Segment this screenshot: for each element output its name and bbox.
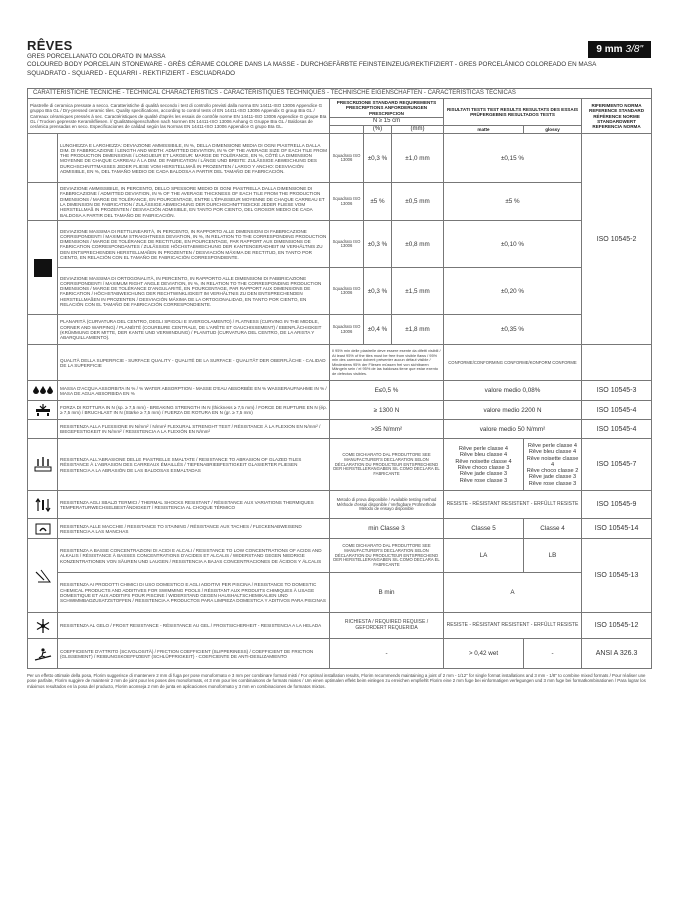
bending-req: >35 N/mm²	[330, 420, 444, 439]
flatness-result: ±0,35 %	[444, 315, 582, 345]
range-label: N ≥ 15 cm	[330, 117, 444, 125]
ref-dimensional: ISO 10545-2	[582, 134, 652, 345]
water-ref: ISO 10545-3	[582, 381, 652, 401]
friction-req: -	[330, 639, 444, 669]
frost-result: RESISTE - RÉSISTANT RESISTENT - ERFÜLLT RESISTE	[444, 613, 582, 639]
abrasion-desc: RESISTENZA ALL'ABRASIONE DELLE PIASTRELLE SMALTATE / RESISTANCE TO ABRASION OF GLAZED TILES RÉSISTANCE À L'ABRASION DES CARREAUX ÉMAILLÉS / TIEFENABRIEBFESTIGKEIT GLASIERTER FLIESEN RESISTENCIA A LA ABRASIÓN DE LAS BALDOSAS ESMALTADAS	[58, 439, 330, 491]
stains-ref: ISO 10545-14	[582, 519, 652, 539]
col-prescriptions: PRESCRIZIONE STANDARD REQUIREMENTS PRESCRIPTIONS ANFORDERUNGEN PRESCRIPCION	[330, 99, 444, 118]
method-label: Squadrato ISO 13006	[330, 221, 364, 268]
thickness-mm: ±0,5 mm	[392, 183, 444, 221]
abrasion-glossy-item: Rêve noisette classe 4	[526, 455, 579, 468]
frost-req: RICHIESTA / REQUIRED REQUISE / GEFORDERT REQUERIDA	[330, 613, 444, 639]
acids-ref: ISO 10545-13	[582, 539, 652, 613]
straight-mm: ±0,8 mm	[392, 221, 444, 268]
abrasion-glossy-item: Rêve choco classe 2	[526, 468, 579, 475]
straight-result: ±0,10 %	[444, 221, 582, 268]
bending-ref: ISO 10545-4	[582, 420, 652, 439]
thickness-desc: DEVIAZIONE AMMISSIBILE, IN PERCENTO, DELLO SPESSORE MEDIO DI OGNI PIASTRELLA DALLA DIMENSIONE DI FABBRICAZIONE / ADMITTED DEVIATION, IN % OF THE AVERAGE THICKNESS OF EACH TILE FROM THE PRODUCTION DIMENSIONS / MARGE DE TOLÉRANCE, EN POURCENTAGE, ENTRE L'ÉPAISSEUR MOYENNE DE CHAQUE CARREAU ET LA DIMENSION DE FABRICATION / ZULÄSSIGE ABWEICHUNG DER DURCHSCHNITTSDICKE JEDER FLIESE VOM HERSTELLMAß IN PROZENTEN / DESVIACIÓN ADMISIBLE, EN TANTO POR CIENTO, DEL GROSOR MEDIO DE CADA BALDOSA A PARTIR DEL TAMAÑO DE FABRICACIÓN.	[58, 183, 330, 221]
friction-ref: ANSI A 326.3	[582, 639, 652, 669]
abrasion-glossy-item: Rêve bleu classe 4	[528, 449, 577, 456]
glossy-header: glossy	[524, 126, 582, 134]
water-req: E≤0,5 %	[330, 381, 444, 401]
thermal-req: Metodo di prova disponibile / Available testing method Méthode d'essai disponible / Verfügbare Prüfmethode Método de ensayo disponible	[330, 491, 444, 519]
thermal-result: RESISTE - RÉSISTANT RESISTENT - ERFÜLLT RESISTE	[444, 491, 582, 519]
pct-header: (%)	[364, 126, 392, 134]
abrasion-matte	[444, 439, 524, 491]
abrasion-glossy	[524, 439, 582, 491]
abrasion-matte-item: Rêve choco classe 3	[457, 464, 510, 471]
breaking-ref: ISO 10545-4	[582, 401, 652, 420]
surface-requirement: Il 95% min delle piastrelle deve essere esente da difetti visibili / At least 95% of the tiles must be free from visible flaws / 95% min des carreaux doivent présenter aucun défaut visible / Mindestens 95% der Fliesen müssen frei von sichtbaren Mängeln sein / el 95% de las baldosas tiene que estar exento de defectos visibles.	[330, 345, 444, 381]
square-result: ±0,20 %	[444, 268, 582, 315]
friction-glossy: -	[524, 639, 582, 669]
friction-matte: > 0,42 wet	[444, 639, 524, 669]
chemicals-result: A	[444, 573, 582, 613]
breaking-req: ≥ 1300 N	[330, 401, 444, 420]
straight-desc: DEVIAZIONE MASSIMA DI RETTILINEARITÀ, IN PERCENTO, IN RAPPORTO ALLE DIMENSIONI DI FABBRICAZIONE CORRISPONDENTI / MAXIMUM STRAIGHTNESS DEVIATION, IN %, IN RELATION TO THE CORRESPONDING PRODUCTION DIMENSIONS / MARGE DE TOLÉRANCE DE RECTITUDE, EN POURCENTAGE, PAR RAPPORT AUX DIMENSIONS DE FABRICATION CORRESPONDANTES / ZULÄSSIGE HÖCHSTABWEICHUNG DER KANTENGERADHEIT IM VERHÄLTNIS ZU DEN ENTSPRECHENDEN HERSTELLMAßEN IN PROZENTEN / DESVIACIÓN MÁXIMA DE RECTITUD, EN TANTO POR CIENTO, EN RELACIÓN CON EL TAMAÑO DE FABRICACIÓN CORRESPONDIENTE.	[58, 221, 330, 268]
surface-result: CONFORME/CONFORMING CONFORME/KONFORM CONFORME	[444, 345, 582, 381]
abrasion-glossy-item: Rêve perle classe 4	[527, 442, 578, 449]
stains-req: min Classe 3	[330, 519, 444, 539]
snowflake-icon	[28, 613, 58, 639]
intro-text: Piastrelle di ceramica pressate a secco. Caratteristiche di qualità secondo i test di controllo previsti dalla norma EN 14411-ISO 13006 Appendice G gruppo BIa GL / Dry-pressed ceramic tiles. Quality specifications, according to control tests of EN 14411-ISO 13006 Appendix G group BIa GL / Carreaux céramiques pressés à sec. Caractéristiques de qualité d'après les essais de contrôle norme EN 14411-ISO 13006 Appendice G groupe BIa GL / Trocken gepresste Keramikfliesen. // Qualitätseigenschaften nach Normen EN 14411-ISO 13006 Anhang G Gruppe BIa GL / Baldosas de cerámica prensadas en seco. Especificaciones de calidad según las Normas EN 14411-ISO 13006 Appendice G grupo BIa GL.	[28, 99, 330, 134]
friction-icon	[28, 639, 58, 669]
chemicals-desc: RESISTENZA AI PRODOTTI CHIMICI DI USO DOMESTICO E AGLI ADDITIVI PER PISCINA / RESISTANCE TO DOMESTIC CHEMICAL PRODUCTS AND ADDITIVES FOR SWIMMING POOLS / RÉSISTANT AUX PRODUITS CHIMIQUES À USAGE DOMESTIQUE ET AUX ADDITIFS POUR PISCINE / WIDERSTAND GEGEN HAUSHALTSCHEMIKALIEN UND SCHWIMMBADZUSATZSTOFFEN / RESISTENCIA A PRODUCTOS PARA LIMPIEZA DOMESTICA Y ADITIVOS PARA PISCINAS	[58, 573, 330, 613]
thermal-icon	[28, 491, 58, 519]
stain-icon	[28, 519, 58, 539]
flatness-desc: PLANARITÀ (CURVATURA DEL CENTRO, DEGLI SPIGOLI E SVERGOLAMENTO) / FLATNESS (CURVING IN THE MIDDLE, CORNER AND WARPING) / PLANÉITÉ (COURBURE CENTRALE, DE L'ARÊTE ET GAUCHISSEMENT) / EBENFLÄCHIGKEIT (KRÜMMUNG DER MITTE, DER KANTE UND VERWINDUNG) / PLANITUD (CURVATURA DEL CENTRO, DE LA ARISTA Y ABARQUILLAMIENTO).	[58, 315, 330, 345]
subtitle-line-2: COLOURED BODY PORCELAIN STONEWARE - GRÈS CÉRAME COLORE DANS LA MASSE - DURCHGEFÄRBTE FEINSTEINZEUG/REKTIFIZIERT - GRES PORCELÁNICO COLOREADO EN MASA	[27, 61, 597, 69]
flatness-pct: ±0,4 %	[364, 315, 392, 345]
length-desc: LUNGHEZZA E LARGHEZZA: DEVIAZIONE AMMISSIBILE, IN %, DELLA DIMENSIONE MEDIA DI OGNI PIASTRELLA DALLA DIM. DI FABBRICAZIONE / LENGTH AND WIDTH: ADMITTED DEVIATION, IN % OF THE AVERAGE SIZE OF EACH TILE FROM THE PRODUCTION DIMENSIONS / LONGUEUR ET LARGEUR: MARGE DE TOLÉRANCE, EN %, CÔTÉ LA DIMENSION MOYENNE DE CHAQUE CARREAU À LA DIM. DE FABRICATION / LÄNGE UND BREITE: ZULÄSSIGE ABWEICHUNG DES DURCHSCHNITTMASSES JEDER FLIESE VOM HERSTELLMAß IN PROZENTEN / LARGO Y ANCHO: DESVIACIÓN ADMISIBLE, EN %, DEL TAMAÑO MEDIO DE CADA BALDOSA A PARTIR DEL TAMAÑO DE FABRICACIÓN.	[58, 134, 330, 183]
surface-desc: QUALITÀ DELLA SUPERFICIE - SURFACE QUALITY - QUALITÉ DE LA SURFACE - QUALITÄT DER OBERFLÄCHE - CALIDAD DE LA SUPERFICIE	[58, 345, 330, 381]
col-results: RISULTATI TESTS TEST RESULTS RESULTATS DES ESSAIS PRÜFERGEBNIS RESULTADOS TESTS	[444, 99, 582, 126]
square-tile-icon	[28, 221, 58, 315]
square-desc: DEVIAZIONE MASSIMA DI ORTOGONALITÀ, IN PERCENTO, IN RAPPORTO ALLE DIMENSIONI DI FABBRICAZIONE CORRISPONDENTI / MAXIMUM RIGHT ANGLE DEVIATION, IN %, IN RELATION TO THE CORRESPONDING PRODUCTION DIMENSIONS / MARGE DE TOLÉRANCE D'ANGULARITÉ, EN POURCENTAGE, PAR RAPPORT AUX DIMENSIONS DE FABRICATION / HÖCHSTABWEICHUNG DER RECHTWINKLIGKEIT IM VERHÄLTNIS ZU DEN ENTSPRECHENDEN HERSTELLMAßEN IN PROZENTEN / DESVIACIÓN MÁXIMA DE LA ORTOGONALIDAD, EN TANTO POR CIENTO, EN RELACIÓN CON EL TAMAÑO DE FABRICACIÓN CORRESPONDIENTE.	[58, 268, 330, 315]
chemicals-req: B min	[330, 573, 444, 613]
thickness-pct: ±5 %	[364, 183, 392, 221]
thickness-result: ±5 %	[444, 183, 582, 221]
acids-glossy: LB	[524, 539, 582, 573]
thickness-mm: 9 mm	[596, 44, 623, 55]
abrasion-req: COME DICHIARATO DAL PRODUTTORE SEE MANUFACTURER'S DECLARATION SELON DÉCLARATION DU PRODUCTEUR ENTSPRECHEND DER HERSTELLERANGABEN SIL COMO DECLARA EL FABRICANTE	[330, 439, 444, 491]
thermal-ref: ISO 10545-9	[582, 491, 652, 519]
abrasion-matte-item: Rêve rose classe 3	[459, 477, 508, 484]
abrasion-glossy-item: Rêve rose classe 3	[528, 480, 577, 487]
stains-desc: RESISTENZA ALLE MACCHIE / RESISTANCE TO STAINING / RÉSISTANCE AUX TACHES / FLECKENABWEISEND RESISTENCIA A LAS MANCHAS	[58, 519, 330, 539]
water-drops-icon	[28, 381, 58, 401]
abrasion-matte-item: Rêve noisette classe 4	[455, 458, 512, 465]
length-result: ±0,15 %	[444, 134, 582, 183]
collection-title: RÊVES	[27, 38, 73, 53]
square-pct: ±0,3 %	[364, 268, 392, 315]
stains-glossy: Classe 4	[524, 519, 582, 539]
abrasion-glossy-item: Rêve jade classe 3	[528, 474, 577, 481]
method-label: Squadrato ISO 13006	[330, 268, 364, 315]
friction-desc: COEFFICIENTE D'ATTRITO (SCIVOLOSITÀ) / FRICTION COEFFICIENT (SLIPPERINESS) / COEFFICIENT DE FRICTION (GLISSEMENT) / REIBUNGSKOEFFIZIENT (SCHLÜPFRIGKEIT) - COEFICIENTE DE ANTI-DESLIZAMIENTO	[58, 639, 330, 669]
frost-ref: ISO 10545-12	[582, 613, 652, 639]
method-label: Squadrato ISO 13006	[330, 315, 364, 345]
bending-desc: RESISTENZA ALLA FLESSIONE IN N/mm² / N/mm² FLEXURAL STRENGHT TEST / RÉSISTANCE À LA FLEXION EN N/mm² / BIEGEFESTIGKEIT IN N/mm² / RESISTENCIA A LA FLEXIÓN EN N/mm²	[58, 420, 330, 439]
water-result: valore medio 0,08%	[444, 381, 582, 401]
mm-header: (mm)	[392, 126, 444, 134]
abrasion-icon	[28, 439, 58, 491]
footnote: Per un effetto ottimale della posa, Florim suggerisce di mantenere 2 mm di fuga per pose monoformato e 3 mm per combinare formati misti / For optimal installation results, Florim recommends maintaining a joint of 2 mm - 1/12" for single format installations and 3 mm - 1/8" to combine mixed formats / Pour réaliser une pose parfaite, Florim suggère de maintenir 2 mm de joint pour les poses des monoformats, et 3 mm pour les combinaisons de formats mixtes / Um einen optimalen effekt beim einlegen zu erreichen empfiehlt Florim eine 2 mm fuge bei einformatigen verlegungen und 3 mm fuge bei formatkombinationen / Para lograr los máximos resultados en la posa del producto, Florim aconseja 2 mm de junta en aplicaciones monoformato y 3 mm en combinaciones de formatos mixtos.	[27, 673, 646, 689]
tech-table	[27, 88, 652, 669]
straight-pct: ±0,3 %	[364, 221, 392, 268]
water-desc: MASSA D'ACQUA ASSORBITA IN % / % WATER ABSORPTION - MASSE D'EAU ABSORBÉE EN % WASSERAUFNAHME IN % / MASA DE AGUA ABSORBIDA EN %	[58, 381, 330, 401]
square-mm: ±1,5 mm	[392, 268, 444, 315]
section-title: CARATTERISTICHE TECNICHE - TECHNICAL CHARACTERISTICS - CARACTÉRISTIQUES TECHNIQUES - TECHNISCHE EIGENSCHAFTEN - CARACTERÍSTICAS TÉCNICAS	[28, 89, 652, 99]
thickness-in: 3/8"	[625, 44, 643, 55]
abrasion-ref: ISO 10545-7	[582, 439, 652, 491]
flatness-mm: ±1,8 mm	[392, 315, 444, 345]
frost-desc: RESISTENZA AL GELO / FROST RESISTANCE - RÉSISTANCE AU GEL / FROSTSICHERHEIT - RESISTENCIA A LA HELADA	[58, 613, 330, 639]
abrasion-matte-item: Rêve perle classe 4	[458, 446, 509, 453]
chemical-icon	[28, 539, 58, 613]
acids-req: COME DICHIARATO DAL PRODUTTORE SEE MANUFACTURER'S DECLARATION SELON DÉCLARATION DU PRODUCTEUR ENTSPRECHEND DER HERSTELLERANGABEN SIL COMO DECLARA EL FABRICANTE	[330, 539, 444, 573]
subtitle-line-1: GRES PORCELLANATO COLORATO IN MASSA	[27, 53, 166, 60]
length-pct: ±0,3 %	[364, 134, 392, 183]
breaking-desc: FORZA DI ROTTURA IN N (sp. ≥ 7,5 mm) - BREAKING STRENGTH IN N (thickness ≥ 7,5 mm) / FORCE DE RUPTURE EN N (ép. ≥ 7,5 mm) / BRUCHLAST IN N (Stärke ≥ 7,5 mm) / FUERZA DE ROTURA EN N (gr. ≥ 7,5 mm)	[58, 401, 330, 420]
method-label: Squadrato ISO 13006	[330, 134, 364, 183]
method-label: Squadrato ISO 13006	[330, 183, 364, 221]
breaking-icon	[28, 401, 58, 420]
col-reference: RIFERIMENTO NORMA REFERENCE STANDARD RÉFÉRENCE NORME STANDARDWERT REFERENCIA NORMA	[582, 99, 652, 134]
abrasion-matte-item: Rêve jade classe 3	[459, 471, 508, 478]
length-mm: ±1,0 mm	[392, 134, 444, 183]
acids-desc: RESISTENZA A BASSE CONCENTRAZIONI DI ACIDI E ALCALI / RESISTANCE TO LOW CONCENTRATIONS OF ACIDS AND ALKALIS / RÉSISTANCE À BASSES CONCENTRATIONS D'ACIDES ET ALCALIS / WIDERSTAND GEGEN NIEDRIGE KONZENTRATIONEN VON SÄUREN UND LAUGEN / RESISTENCIA A BAJAS CONCENTRACIONES DE ÁCIDOS Y ÁLCALIS	[58, 539, 330, 573]
matte-header: matte	[444, 126, 524, 134]
abrasion-matte-item: Rêve bleu classe 4	[459, 452, 508, 459]
breaking-result: valore medio 2200 N	[444, 401, 582, 420]
thermal-desc: RESISTENZA AGLI SBALZI TERMICI / THERMAL SHOCKS RESISTANT / RÉSISTANCE AUX VARIATIONS THERMIQUES TEMPERATURWECHSELBESTÄNDIGKEIT / RESISTENCIA AL CHOQUE TÉRMICO	[58, 491, 330, 519]
bending-result: valore medio 50 N/mm²	[444, 420, 582, 439]
header	[27, 38, 651, 78]
acids-matte: LA	[444, 539, 524, 573]
thickness-badge	[588, 41, 651, 58]
stains-matte: Classe 5	[444, 519, 524, 539]
subtitle-line-3: SQUADRATO - SQUARED - EQUARRI - REKTIFIZIERT - ESCUADRADO	[27, 69, 236, 77]
